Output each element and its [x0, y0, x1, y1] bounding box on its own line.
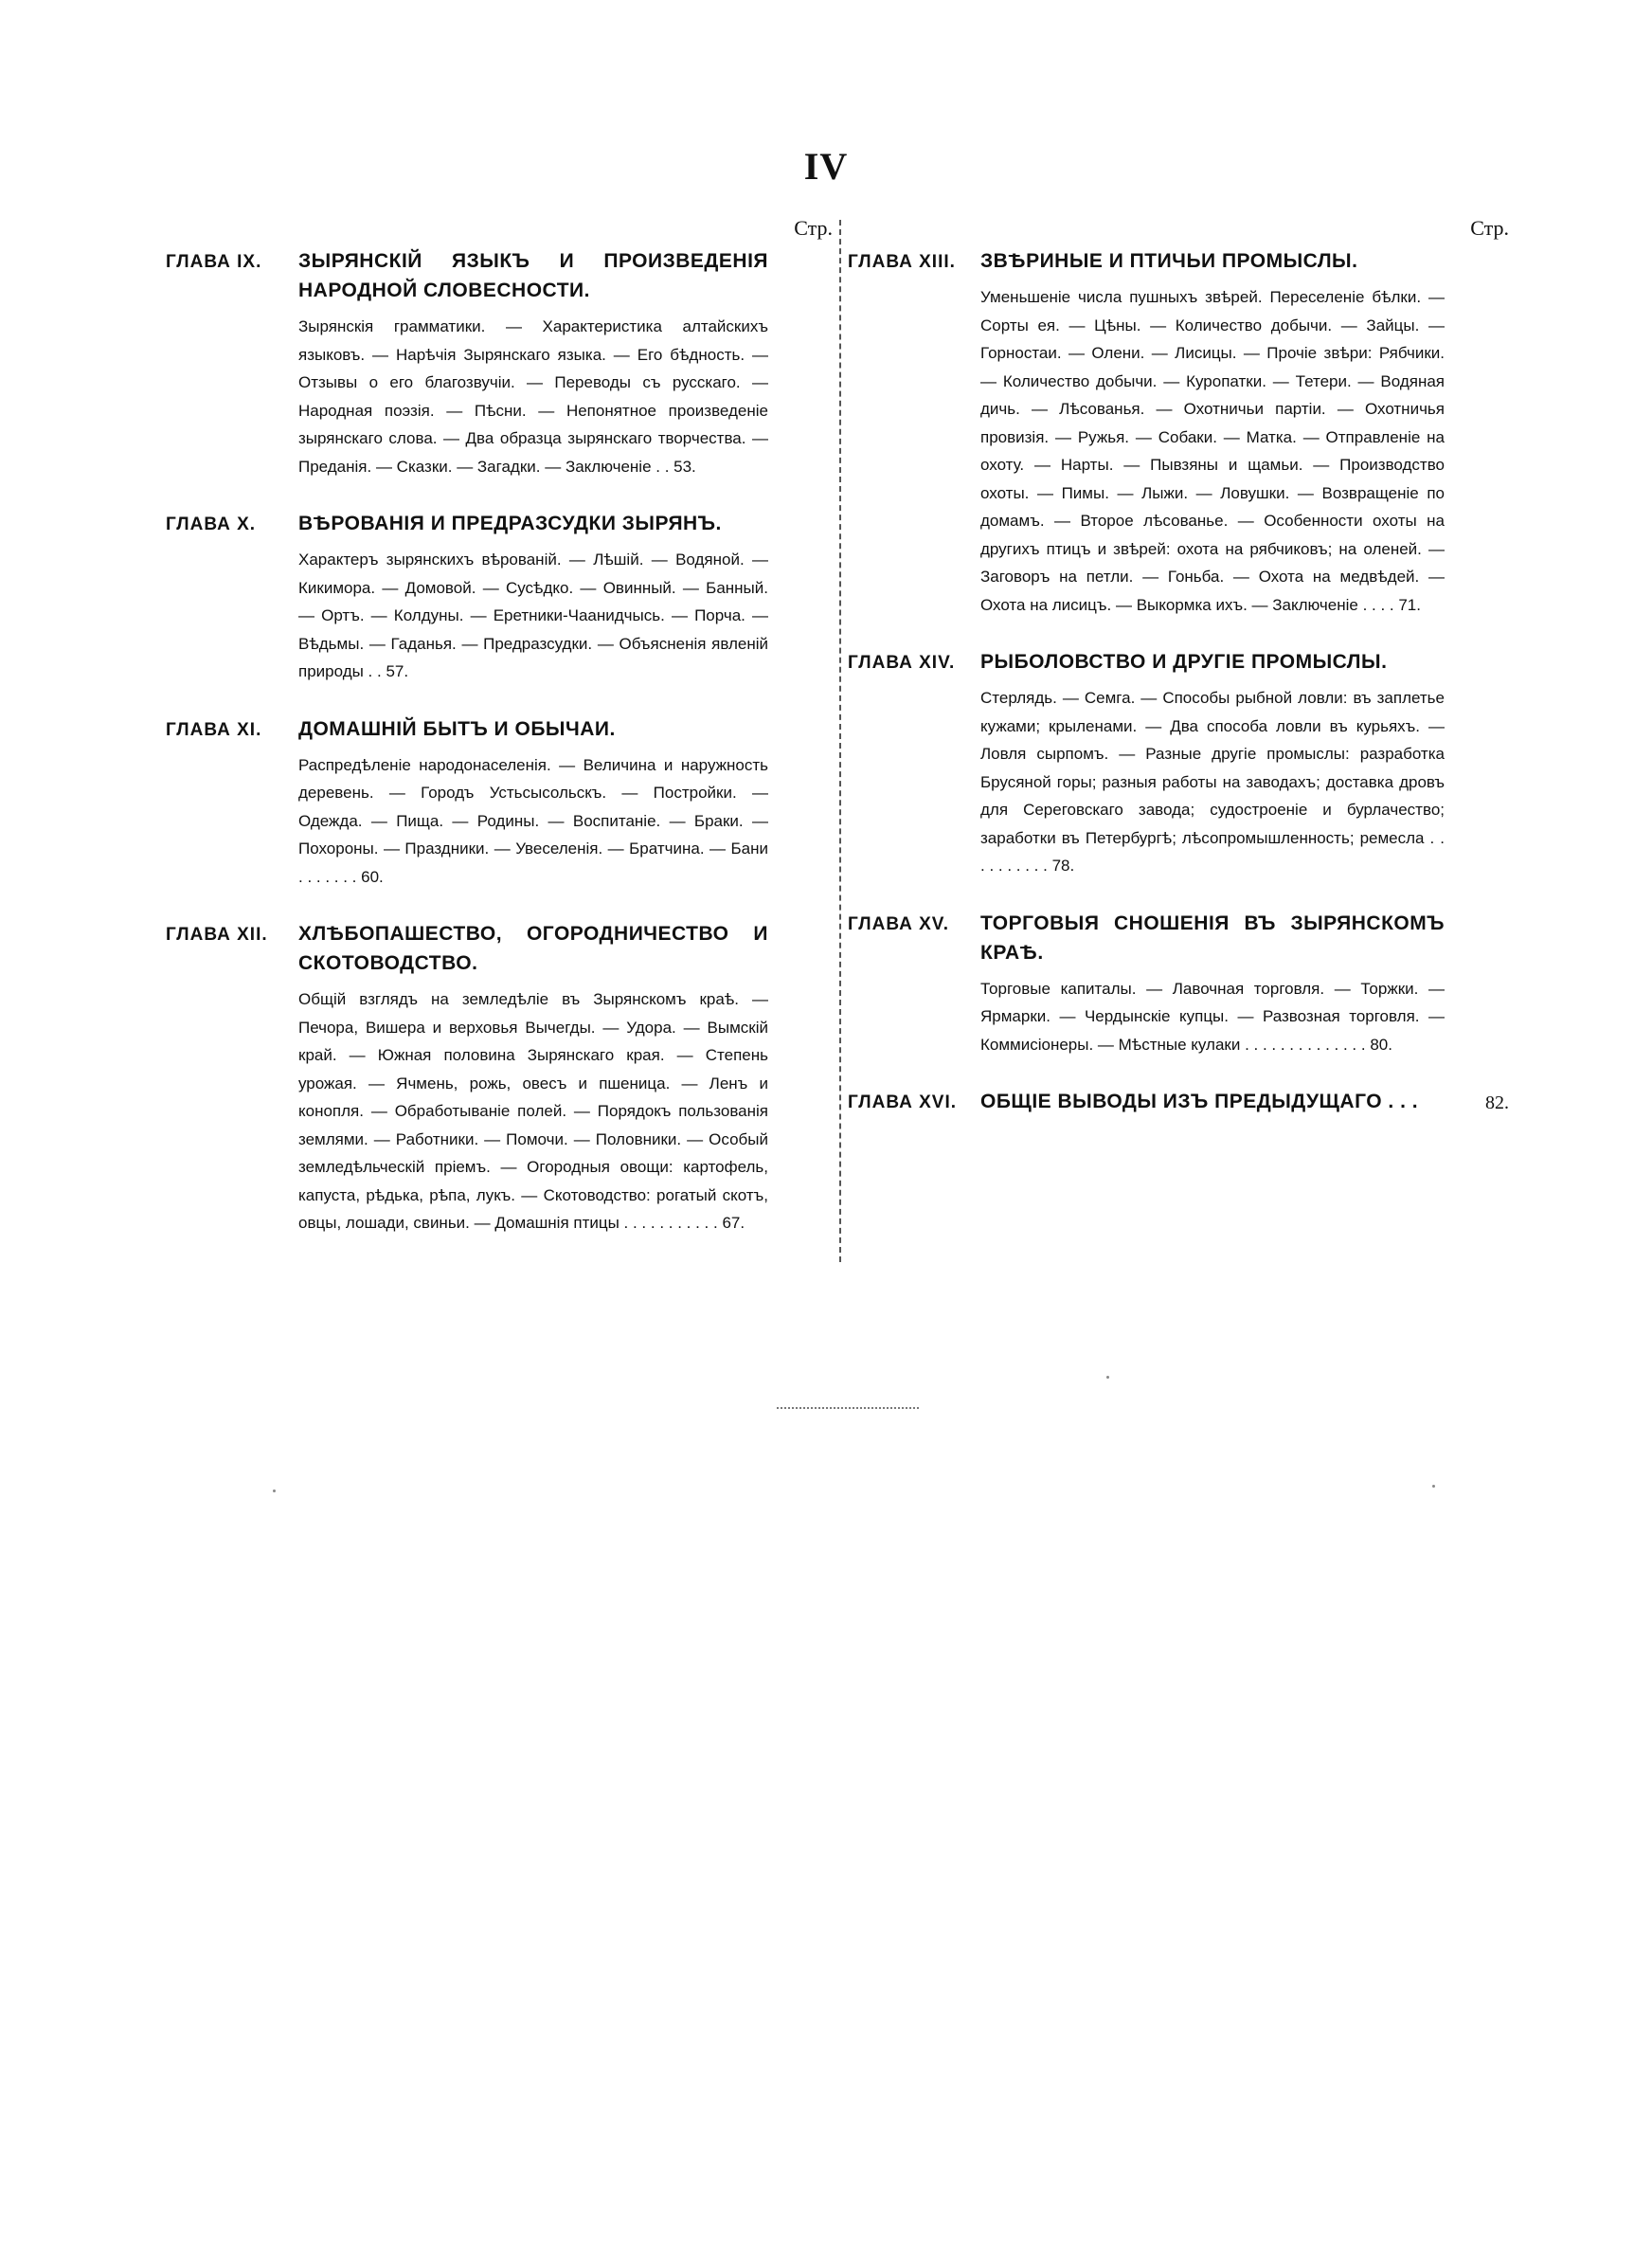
chapter-label: ГЛАВА X. — [166, 515, 257, 534]
toc-chapter-15 — [848, 909, 1511, 1059]
page-column-header: Стр. — [1470, 216, 1509, 240]
chapter-title: ВѢРОВАНІЯ И ПРЕДРАЗСУДКИ ЗЫРЯНЪ. — [298, 513, 722, 534]
page-number: IV — [803, 145, 849, 188]
chapter-title: ТОРГОВЫЯ СНОШЕНІЯ ВЪ ЗЫРЯНСКОМЪ КРАѢ. — [980, 912, 1445, 964]
print-speck — [1106, 1376, 1109, 1379]
page-column-header: Стр. — [794, 216, 833, 240]
toc-chapter-10 — [166, 509, 835, 686]
chapter-description: Характеръ зырянскихъ вѣрованій. — Лѣшій. — Водяной. — Кикимора. — Домовой. — Сусѣдко. — Овинный. — Банный. — Ортъ. — Колдуны. — Еретники-Чаанидчысь. — Порча. — Вѣдьмы. — Гаданья. — Предразсудки. — Объясненія явленій природы . . 57. — [298, 551, 768, 680]
end-ornament — [777, 1407, 919, 1418]
print-speck — [273, 1490, 276, 1492]
toc-chapter-12 — [166, 919, 835, 1237]
chapter-label: ГЛАВА XVI. — [848, 1092, 958, 1112]
chapter-description: Общій взглядъ на земледѣліе въ Зырянскомъ краѣ. — Печора, Вишера и верховья Вычегды. — Удора. — Вымскій край. — Южная половина Зырянскаго края. — Степень урожая. — Ячмень, рожь, овесъ и пшеница. — Ленъ и конопля. — Обработываніе полей. — Порядокъ пользованія землями. — Работники. — Помочи. — Половники. — Особый земледѣльческій пріемъ. — Огородныя овощи: картофель, капуста, рѣдька, рѣпа, лукъ. — Скотоводство: рогатый скотъ, овцы, лошади, свиньи. — Домашнія птицы . . . . . . . . . . . 67. — [298, 990, 768, 1232]
chapter-description: Торговые капиталы. — Лавочная торговля. — Торжки. — Ярмарки. — Чердынскіе купцы. — Развозная торговля. — Коммисіонеры. — Мѣстные кулаки . . . . . . . . . . . . . . 80. — [980, 979, 1445, 1054]
chapter-label: ГЛАВА XIII. — [848, 252, 956, 272]
chapter-title: ДОМАШНІЙ БЫТЪ И ОБЫЧАИ. — [298, 717, 616, 740]
chapter-title: ЗЫРЯНСКІЙ ЯЗЫКЪ И ПРОИЗВЕДЕНІЯ НАРОДНОЙ СЛОВЕСНОСТИ. — [298, 250, 768, 301]
chapter-title: ЗВѢРИНЫЕ И ПТИЧЬИ ПРОМЫСЛЫ. — [980, 250, 1358, 272]
chapter-label: ГЛАВА XV. — [848, 913, 950, 934]
print-speck — [1432, 1485, 1435, 1488]
toc-chapter-14 — [848, 647, 1511, 880]
chapter-label: ГЛАВА XIV. — [848, 653, 956, 673]
chapter-label: ГЛАВА XII. — [166, 925, 268, 945]
toc-chapter-11 — [166, 714, 835, 892]
toc-chapter-9 — [166, 246, 835, 480]
chapter-label: ГЛАВА XI. — [166, 719, 262, 740]
column-divider — [839, 220, 841, 1262]
chapter-description: Уменьшеніе числа пушныхъ звѣрей. Переселеніе бѣлки. — Сорты ея. — Цѣны. — Количество добычи. — Зайцы. — Горностаи. — Олени. — Лисицы. — Прочіе звѣри: Рябчики. — Количество добычи. — Куропатки. — Тетери. — Водяная дичь. — Лѣсованья. — Охотничьи партіи. — Охотничья провизія. — Ружья. — Собаки. — Матка. — Отправленіе на охоту. — Нарты. — Пывзяны и щамьи. — Производство охоты. — Пимы. — Лыжи. — Ловушки. — Возвращеніе по домамъ. — Второе лѣсованье. — Особенности охоты на другихъ птицъ и звѣрей: охота на рябчиковъ; на оленей. — Заговоръ на петли. — Гоньба. — Охота на медвѣдей. — Охота на лисицъ. — Выкормка ихъ. — Заключеніе . . . . 71. — [980, 288, 1445, 614]
toc-chapter-16 — [848, 1087, 1511, 1124]
chapter-page-number: 82. — [1485, 1092, 1509, 1113]
chapter-description: Стерлядь. — Семга. — Способы рыбной ловли: въ заплетье кужами; крыленами. — Два способа ловли въ курьяхъ. — Ловля сырпомъ. — Разные другіе промыслы: разработка Брусяной горы; разныя работы на заводахъ; доставка дровъ для Сереговскаго завода; судостроеніе и бурлачество; заработки въ Петербургѣ; лѣсопромышленность; ремесла . . . . . . . . . . 78. — [980, 689, 1445, 875]
chapter-description: Распредѣленіе народонаселенія. — Величина и наружность деревень. — Городъ Устьсысольскъ. — Постройки. — Одежда. — Пища. — Родины. — Воспитаніе. — Браки. — Похороны. — Праздники. — Увеселенія. — Братчина. — Бани . . . . . . . 60. — [298, 755, 768, 886]
chapter-title: ХЛѢБОПАШЕСТВО, ОГОРОДНИЧЕСТВО И СКОТОВОДСТВО. — [298, 923, 768, 974]
toc-left-column — [166, 216, 835, 1266]
toc-chapter-13 — [848, 246, 1511, 619]
chapter-title: РЫБОЛОВСТВО И ДРУГІЕ ПРОМЫСЛЫ. — [980, 651, 1388, 673]
chapter-title: ОБЩІЕ ВЫВОДЫ ИЗЪ ПРЕДЫДУЩАГО . . . — [980, 1091, 1419, 1112]
toc-right-column — [848, 216, 1511, 1152]
chapter-label: ГЛАВА IX. — [166, 252, 262, 272]
chapter-description: Зырянскія грамматики. — Характеристика алтайскихъ языковъ. — Нарѣчія Зырянскаго языка. — Его бѣдность. — Отзывы о его благозвучіи. — Переводы съ русскаго. — Народная поэзія. — Пѣсни. — Непонятное произведеніе зырянскаго слова. — Два образца зырянскаго творчества. — Преданія. — Сказки. — Загадки. — Заключеніе . . 53. — [298, 317, 768, 476]
